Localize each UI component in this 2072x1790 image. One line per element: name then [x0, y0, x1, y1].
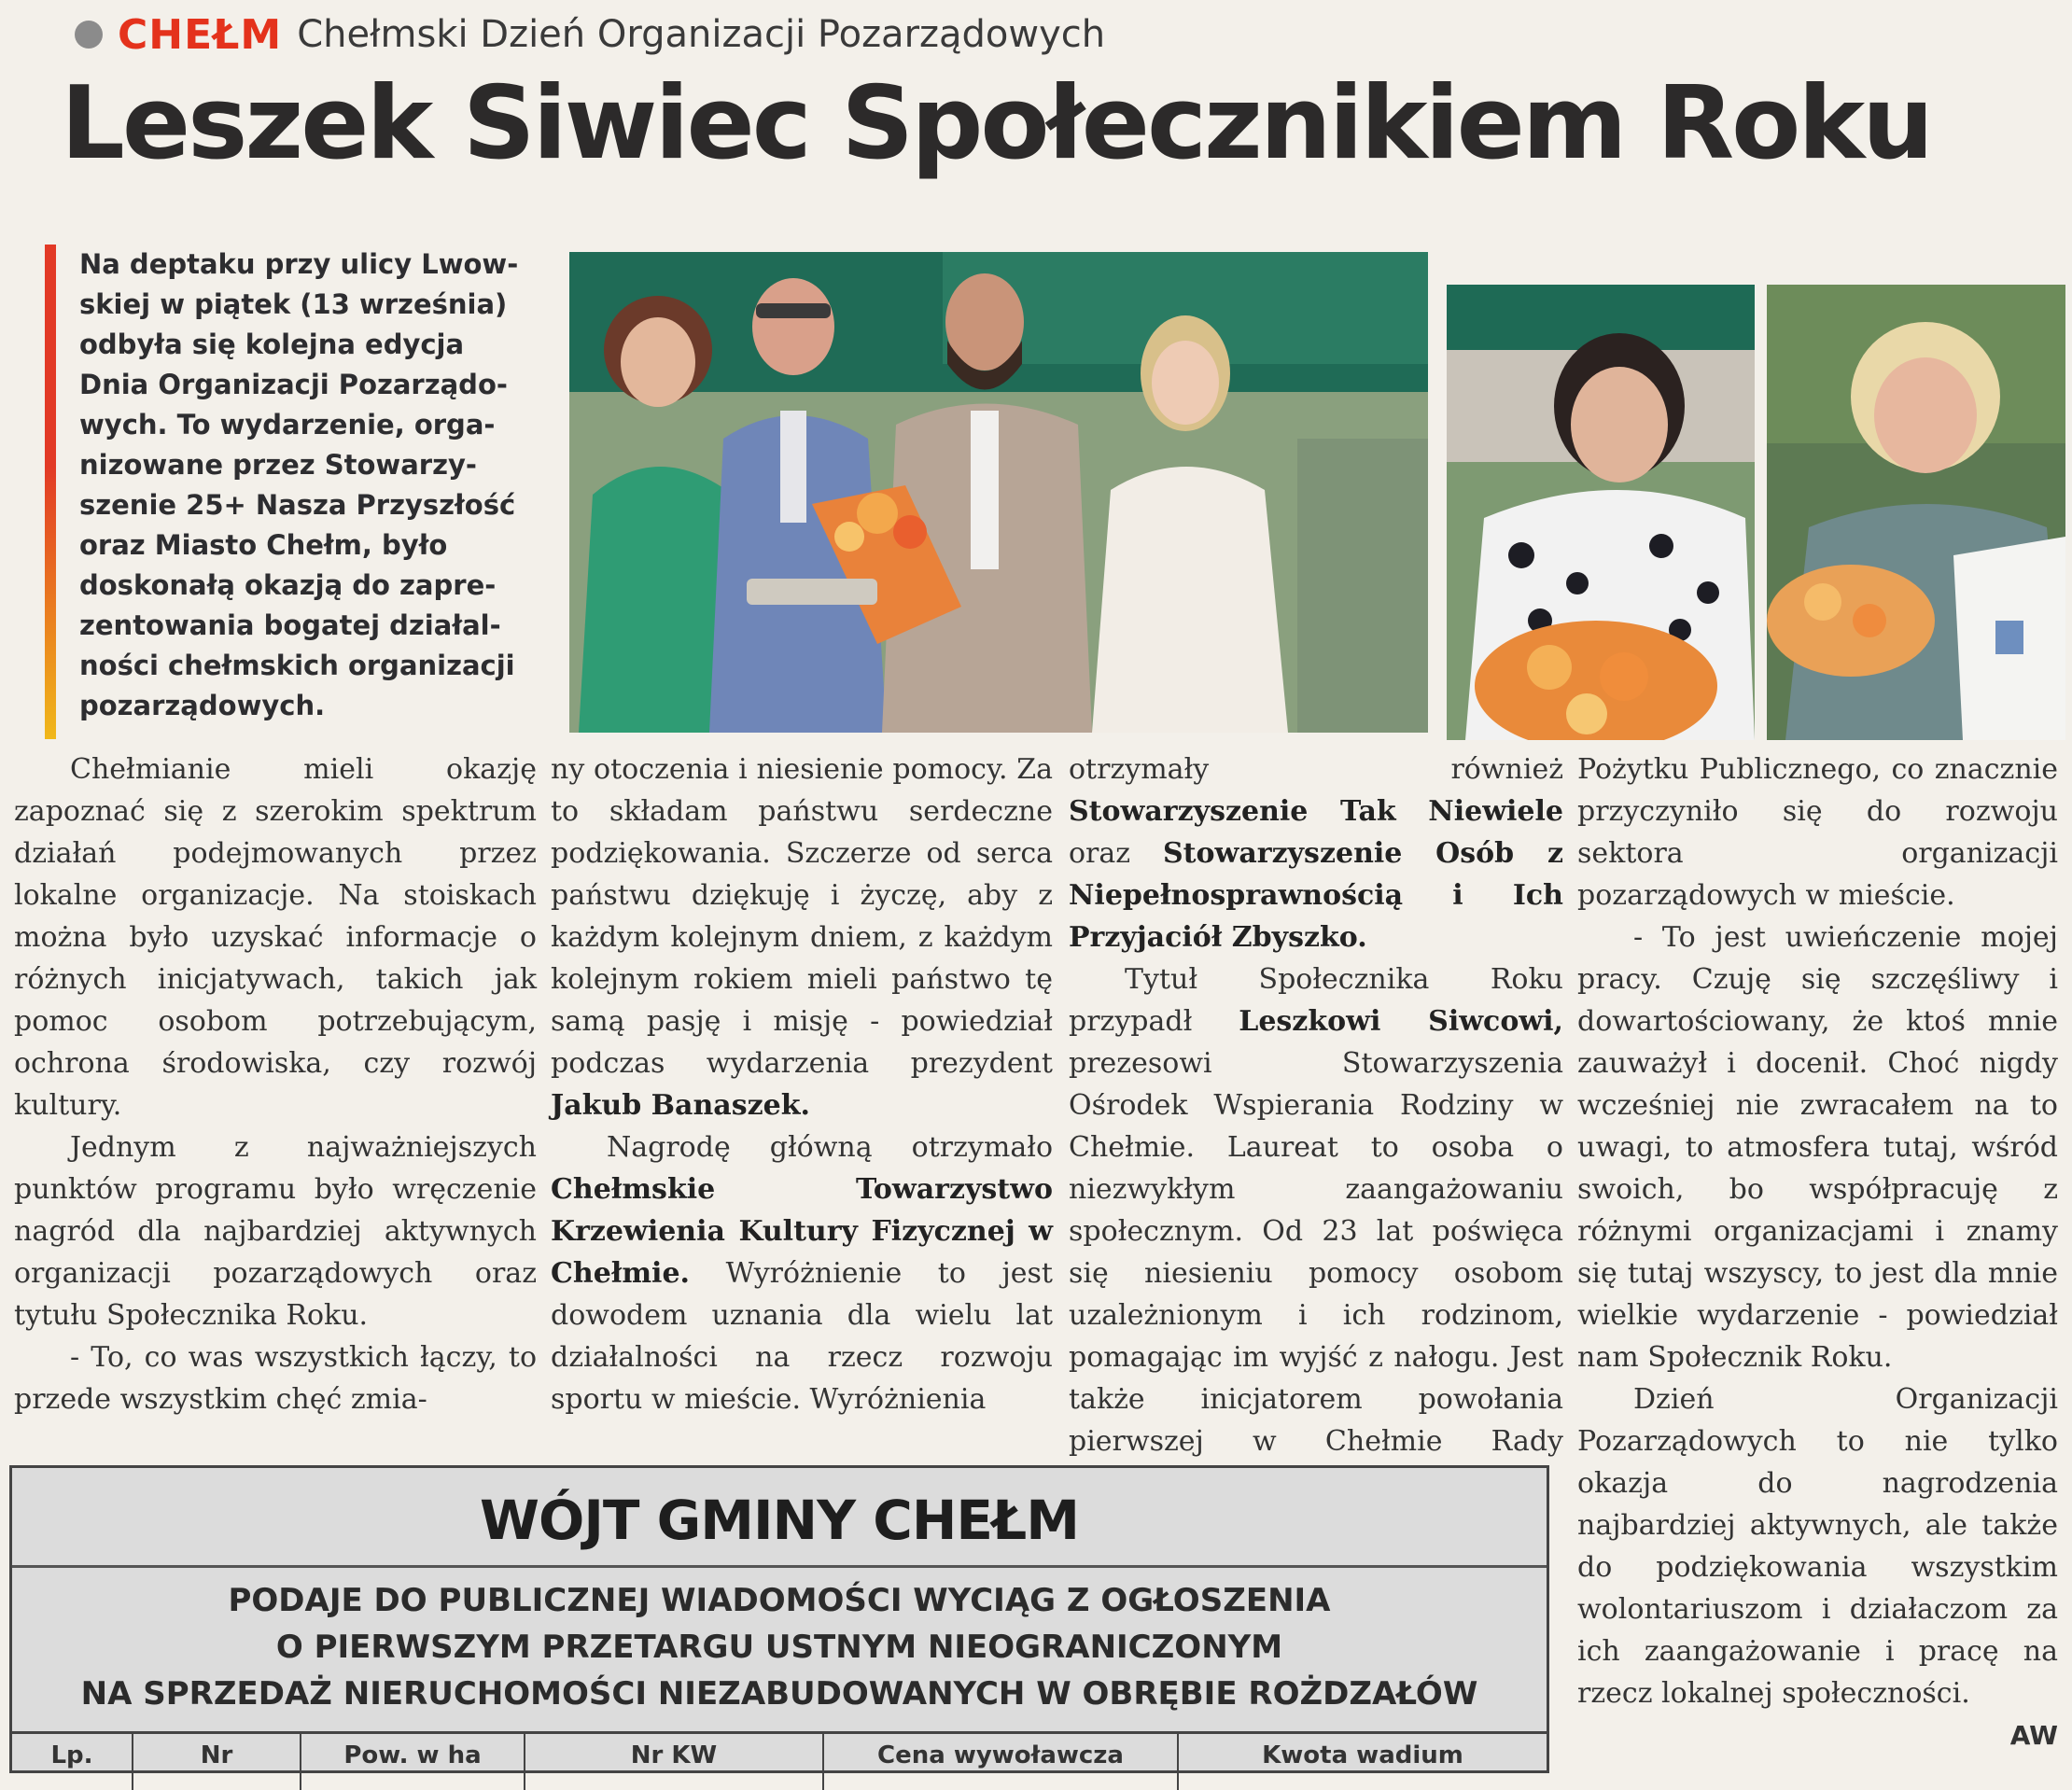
table-header-cell: Nr	[133, 1734, 301, 1790]
laureate-photo-woman-2	[1767, 285, 2065, 740]
notice-line: NA SPRZEDAŻ NIERUCHOMOŚCI NIEZABUDOWANYCH W OBRĘBIE ROŻDZAŁÓW	[80, 1675, 1478, 1713]
lead-line: oraz Miasto Chełm, było	[79, 529, 448, 561]
paragraph: Dzień Organizacji Pozarządowych to nie tylko okazja do nagrodzenia najbardziej aktywnych, ale także do podziękowania wszystkim wolontariuszom i działaczom za ich zaangażowanie i pracę na rzecz lokalnej społeczności.	[1577, 1383, 2058, 1710]
award-winner: Stowarzyszenie Osób z Niepełnosprawnością i Ich Przyjaciół Zbyszko.	[1069, 837, 1563, 954]
article-column-4	[1577, 748, 2058, 1756]
lead-line: doskonałą okazją do zapre-	[79, 569, 497, 601]
table-header-cell: Nr KW	[525, 1734, 824, 1790]
paragraph: Pożytku Publicznego, co znacznie przyczyniło się do rozwoju sektora organizacji pozarządowych w mieście.	[1577, 753, 2058, 912]
notice-line: O PIERWSZYM PRZETARGU USTNYM NIEOGRANICZONYM	[275, 1629, 1283, 1666]
award-winner: Stowarzyszenie Tak Niewiele	[1069, 795, 1563, 828]
section-kicker	[75, 0, 1105, 69]
article-column-3	[1069, 748, 1563, 1504]
lead-line: Dnia Organizacji Pozarządo-	[79, 369, 508, 400]
paragraph-text: prezesowi Stowarzyszenia Ośrodek Wspierania Rodziny w Chełmie. Laureat to osoba o niezwykłym zaangażowaniu społecznym. Od 23 lat poświęca się niesieniu pomocy osobom uzależnionym i ich rodzinom, pomagając im wyjść z nałogu. Jest także inicjatorem powołania pierwszej w Chełmie Rady	[1069, 1047, 1563, 1458]
article-column-2	[551, 748, 1053, 1420]
laureate-name: Leszkowi Siwcowi,	[1239, 1005, 1563, 1038]
lead-accent-bar	[45, 245, 56, 739]
paragraph	[1069, 748, 1563, 958]
notice-title: WÓJT GMINY CHEŁM	[480, 1489, 1079, 1552]
section-label: CHEŁM	[118, 10, 283, 59]
article-lead	[79, 245, 569, 726]
paragraph-text: oraz	[1069, 837, 1131, 870]
lead-line: ności chełmskich organizacji	[79, 650, 515, 681]
lead-line: pozarządowych.	[79, 690, 326, 721]
paragraph: Jednym z najważniejszych punktów programu było wręczenie nagród dla najbardziej aktywnych organizacji pozarządowych oraz tytułu Społecznika Roku.	[14, 1131, 537, 1332]
article-column-1	[14, 748, 537, 1420]
laureate-photo-woman-1	[1447, 285, 1755, 740]
author-byline: AW	[2009, 1720, 2058, 1751]
paragraph	[551, 748, 1053, 1126]
paragraph: Chełmianie mieli okazję zapoznać się z szerokim spektrum działań podejmowanych przez lokalne organizacje. Na stoiskach można było uzyskać informacje o różnych inicjatywach, takich jak pomoc osobom potrzebującym, ochrona środowiska, czy rozwój kultury.	[14, 753, 537, 1122]
table-header-cell: Lp.	[12, 1734, 133, 1790]
notice-table-header	[12, 1731, 1547, 1790]
paragraph-text: ny otoczenia i niesienie pomocy. Za to składam państwu serdeczne podziękowania. Szczerze od serca państwu dziękuję i życzę, aby z każdym kolejnym dniem, z każdym kolejnym rokiem mieli państwo tę samą pasję i misję - powiedział podczas wydarzenia prezydent	[551, 753, 1053, 1080]
group-photo	[569, 252, 1428, 733]
paragraph-text: Tytuł Społecznika Roku przypadł	[1069, 963, 1563, 1038]
article-headline: Leszek Siwiec Społecznikiem Roku	[61, 65, 1932, 182]
bullet-dot-icon	[75, 21, 103, 49]
lead-line: odbyła się kolejna edycja	[79, 329, 465, 360]
paragraph	[1069, 958, 1563, 1504]
notice-line: PODAJE DO PUBLICZNEJ WIADOMOŚCI WYCIĄG Z OGŁOSZENIA	[228, 1582, 1331, 1619]
lead-line: Na deptaku przy ulicy Lwow-	[79, 248, 519, 280]
lead-line: nizowane przez Stowarzy-	[79, 449, 477, 481]
lead-line: zentowania bogatej działal-	[79, 609, 501, 641]
paragraph-text: Nagrodę główną otrzymało	[607, 1131, 1053, 1164]
main-award-winner: Chełmskie Towarzystwo Krzewienia Kultury Fizycznej w Chełmie.	[551, 1173, 1053, 1290]
paragraph: - To, co was wszystkich łączy, to przede wszystkim chęć zmia-	[14, 1341, 537, 1416]
paragraph-text: otrzymały również	[1069, 753, 1563, 786]
table-header-cell: Cena wywoławcza	[824, 1734, 1179, 1790]
public-notice-ad	[9, 1465, 1549, 1773]
president-name: Jakub Banaszek.	[551, 1089, 810, 1122]
lead-line: skiej w piątek (13 września)	[79, 288, 508, 320]
lead-line: szenie 25+ Nasza Przyszłość	[79, 489, 516, 521]
paragraph-text: Wyróżnienie to jest dowodem uznania dla wielu lat działalności na rzecz rozwoju sportu w mieście. Wyróżnienia	[551, 1257, 1053, 1416]
table-header-cell: Kwota wadium	[1262, 1741, 1463, 1769]
table-header-cell: Pow. w ha	[301, 1734, 525, 1790]
divider	[12, 1565, 1547, 1568]
lead-line: wych. To wydarzenie, orga-	[79, 409, 496, 441]
section-topic: Chełmski Dzień Organizacji Pozarządowych	[297, 13, 1106, 56]
paragraph: - To jest uwieńczenie mojej pracy. Czuję się szczęśliwy i dowartościowany, że ktoś mnie zauważył i docenił. Choć nigdy wcześniej nie zwracałem na to uwagi, to atmosfera tutaj, wśród swoich, bo współpracuję z różnymi organizacjami i znamy się tutaj wszyscy, to jest dla mnie wielkie wydarzenie - powiedział nam Społecznik Roku.	[1577, 921, 2058, 1374]
paragraph	[551, 1126, 1053, 1420]
